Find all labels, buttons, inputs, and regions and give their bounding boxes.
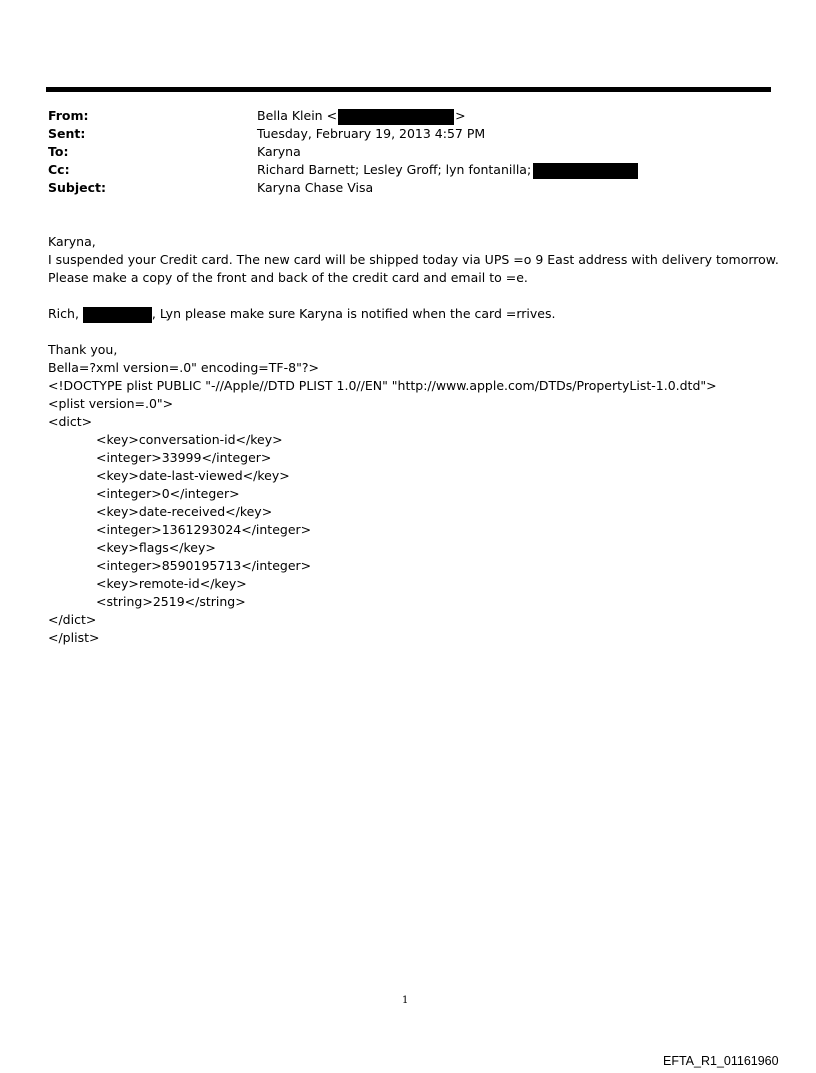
sent-row — [48, 125, 768, 143]
subject-value: Karyna Chase Visa — [257, 180, 374, 195]
header-rule — [46, 87, 771, 92]
doctype-line: <!DOCTYPE plist PUBLIC "-//Apple//DTD PLIST 1.0//EN" "http://www.apple.com/DTDs/PropertyList-1.0.dtd"> — [48, 378, 717, 393]
dict-close: </dict> — [48, 612, 97, 627]
from-row — [48, 107, 768, 125]
document-id: EFTA_R1_01161960 — [663, 1054, 779, 1068]
cc-value — [257, 161, 638, 179]
xml-declaration: Bella=?xml version=.0" encoding=TF-8"?> — [48, 360, 319, 375]
cc-names: Richard Barnett; Lesley Groff; lyn fontanilla; — [257, 162, 532, 177]
plist-entry: <integer>0</integer> — [96, 486, 240, 501]
plist-entry: <integer>1361293024</integer> — [96, 522, 312, 537]
plist-open: <plist version=.0"> — [48, 396, 174, 411]
subject-label: Subject: — [48, 180, 106, 195]
from-name: Bella Klein < — [257, 108, 338, 123]
plist-close: </plist> — [48, 630, 100, 645]
line-end: , Lyn please make sure Karyna is notified when the card =rrives. — [151, 306, 556, 321]
spacer — [48, 287, 788, 305]
sent-label: Sent: — [48, 126, 86, 141]
from-value — [257, 107, 466, 125]
to-row — [48, 143, 768, 161]
from-label: From: — [48, 108, 89, 123]
sign-off: Thank you, — [48, 342, 118, 357]
plist-entry: <key>conversation-id</key> — [96, 432, 283, 447]
plist-entry: <key>date-last-viewed</key> — [96, 468, 290, 483]
plist-entry: <string>2519</string> — [96, 594, 246, 609]
sent-value: Tuesday, February 19, 2013 4:57 PM — [257, 126, 486, 141]
email-header — [48, 107, 768, 197]
to-label: To: — [48, 144, 69, 159]
plist-entry: <integer>8590195713</integer> — [96, 558, 312, 573]
plist-entry: <integer>33999</integer> — [96, 450, 272, 465]
plist-entry: <key>remote-id</key> — [96, 576, 247, 591]
greeting: Karyna, — [48, 234, 96, 249]
cc-label: Cc: — [48, 162, 70, 177]
from-close: > — [455, 108, 466, 123]
plist-entry: <key>flags</key> — [96, 540, 216, 555]
to-value: Karyna — [257, 144, 301, 159]
line-start: Rich, — [48, 306, 79, 321]
redaction-block — [83, 307, 152, 323]
email-body — [48, 233, 788, 647]
spacer — [48, 323, 788, 341]
body-line — [48, 305, 788, 323]
subject-row — [48, 179, 768, 197]
redaction-block — [533, 163, 638, 179]
plist-entry: <key>date-received</key> — [96, 504, 273, 519]
redaction-block — [338, 109, 454, 125]
cc-row — [48, 161, 768, 179]
page-number: 1 — [402, 995, 409, 1006]
body-line: Please make a copy of the front and back of the credit card and email to =e. — [48, 270, 528, 285]
dict-open: <dict> — [48, 414, 93, 429]
body-line: I suspended your Credit card. The new card will be shipped today via UPS =o 9 East address with delivery tomorrow. — [48, 252, 779, 267]
